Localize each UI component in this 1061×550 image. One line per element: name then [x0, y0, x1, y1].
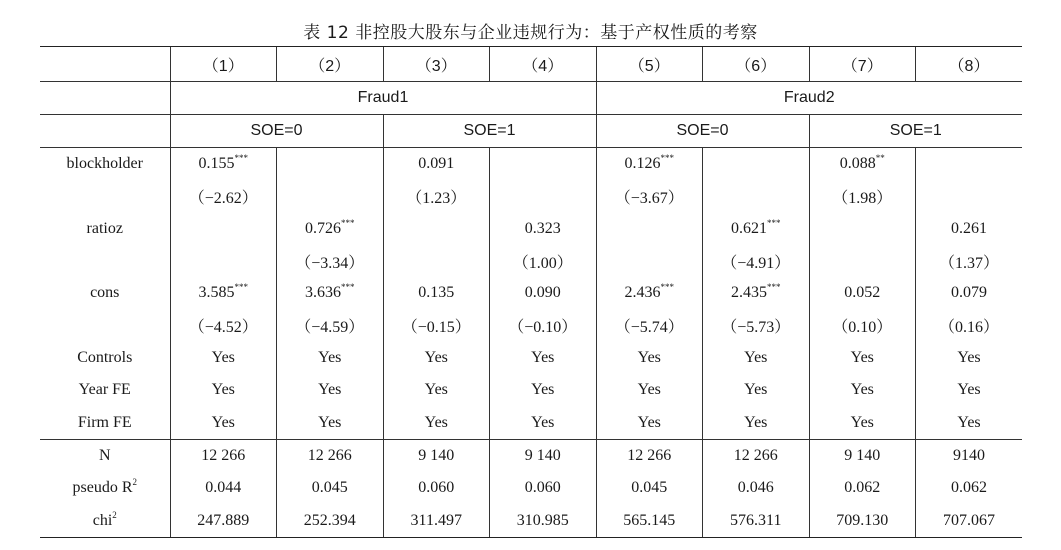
- coef-cell: 3.585***: [170, 277, 277, 309]
- table-row-n: [40, 439, 1022, 472]
- value-cell: Yes: [703, 406, 810, 439]
- tstat-cell: （0.16）: [916, 309, 1023, 341]
- table-row-chi2: [40, 505, 1022, 538]
- column-number: （3）: [383, 47, 490, 82]
- stat-cell: 252.394: [277, 505, 384, 538]
- coef-cell: [170, 213, 277, 245]
- value-cell: Yes: [703, 342, 810, 374]
- column-number: （7）: [809, 47, 916, 82]
- coef-cell: 0.261: [916, 213, 1023, 245]
- stat-cell: 0.044: [170, 472, 277, 505]
- corner-cell: [40, 82, 170, 115]
- corner-cell: [40, 115, 170, 148]
- coef-cell: [703, 148, 810, 181]
- coef-cell: [916, 148, 1023, 181]
- value-cell: Yes: [383, 406, 490, 439]
- tstat-cell: （−3.67）: [596, 180, 703, 212]
- value-cell: Yes: [596, 342, 703, 374]
- row-label: Controls: [77, 348, 133, 366]
- tstat-cell: （−4.59）: [277, 309, 384, 341]
- table-row-cons-t: [40, 309, 1022, 341]
- tstat-cell: （−4.52）: [170, 309, 277, 341]
- tstat-cell: （0.10）: [809, 309, 916, 341]
- coef-cell: 2.435***: [703, 277, 810, 309]
- value-cell: Yes: [277, 374, 384, 406]
- coef-cell: 2.436***: [596, 277, 703, 309]
- coef-cell: [596, 213, 703, 245]
- coef-cell: 0.135: [383, 277, 490, 309]
- stat-cell: 9 140: [809, 439, 916, 472]
- stat-cell: 709.130: [809, 505, 916, 538]
- corner-cell: [40, 47, 170, 82]
- table-caption: 表 12 非控股大股东与企业违规行为：基于产权性质的考察: [303, 23, 758, 43]
- coef-cell: 0.126***: [596, 148, 703, 181]
- table-row-ratioz: [40, 213, 1022, 245]
- column-number-row: [40, 47, 1022, 82]
- column-number: （5）: [596, 47, 703, 82]
- coef-cell: 0.621***: [703, 213, 810, 245]
- tstat-cell: [383, 245, 490, 277]
- stat-cell: 9 140: [383, 439, 490, 472]
- table-row-controls: [40, 342, 1022, 374]
- row-label: pseudo $R^2$: [72, 477, 137, 497]
- value-cell: Yes: [170, 406, 277, 439]
- row-label-empty: [40, 180, 170, 212]
- stat-cell: 311.497: [383, 505, 490, 538]
- row-label-empty: [40, 309, 170, 341]
- stat-cell: 0.062: [916, 472, 1023, 505]
- stat-cell: 12 266: [596, 439, 703, 472]
- column-number: （2）: [277, 47, 384, 82]
- table-row-pseudo-r2: [40, 472, 1022, 505]
- group-header-fraud1: Fraud1: [170, 82, 596, 115]
- value-cell: Yes: [490, 374, 597, 406]
- tstat-cell: （−5.74）: [596, 309, 703, 341]
- table-row-blockholder: [40, 148, 1022, 181]
- row-label: Firm FE: [77, 413, 132, 431]
- value-cell: Yes: [490, 342, 597, 374]
- coef-cell: [809, 213, 916, 245]
- stat-cell: 707.067: [916, 505, 1023, 538]
- value-cell: Yes: [916, 406, 1023, 439]
- table-row-ratioz-t: [40, 245, 1022, 277]
- value-cell: Yes: [916, 342, 1023, 374]
- stat-cell: 0.060: [383, 472, 490, 505]
- table-row-year-fe: [40, 374, 1022, 406]
- value-cell: Yes: [277, 406, 384, 439]
- tstat-cell: [809, 245, 916, 277]
- row-label: N: [40, 439, 170, 472]
- group-header-fraud2: Fraud2: [596, 82, 1022, 115]
- subgroup-row: [40, 115, 1022, 148]
- coef-cell: 0.155***: [170, 148, 277, 181]
- value-cell: Yes: [809, 342, 916, 374]
- stat-cell: 9140: [916, 439, 1023, 472]
- coef-cell: [277, 148, 384, 181]
- tstat-cell: （−0.15）: [383, 309, 490, 341]
- stat-cell: 0.045: [277, 472, 384, 505]
- value-cell: Yes: [170, 342, 277, 374]
- coef-cell: 0.323: [490, 213, 597, 245]
- tstat-cell: [703, 180, 810, 212]
- row-label: ratioz: [86, 219, 123, 237]
- subgroup-header: SOE=0: [170, 115, 383, 148]
- row-label: cons: [90, 284, 120, 302]
- stat-cell: 12 266: [170, 439, 277, 472]
- value-cell: Yes: [383, 374, 490, 406]
- tstat-cell: （−4.91）: [703, 245, 810, 277]
- value-cell: Yes: [809, 406, 916, 439]
- tstat-cell: [916, 180, 1023, 212]
- value-cell: Yes: [703, 374, 810, 406]
- tstat-cell: （1.37）: [916, 245, 1023, 277]
- coef-cell: 0.079: [916, 277, 1023, 309]
- stat-cell: 9 140: [490, 439, 597, 472]
- table-row-firm-fe: [40, 406, 1022, 439]
- coef-cell: 0.052: [809, 277, 916, 309]
- column-number: （4）: [490, 47, 597, 82]
- stat-cell: 247.889: [170, 505, 277, 538]
- stat-cell: 565.145: [596, 505, 703, 538]
- stat-cell: 12 266: [703, 439, 810, 472]
- stat-cell: 0.062: [809, 472, 916, 505]
- tstat-cell: （−0.10）: [490, 309, 597, 341]
- stat-cell: 0.060: [490, 472, 597, 505]
- tstat-cell: （−3.34）: [277, 245, 384, 277]
- value-cell: Yes: [916, 374, 1023, 406]
- coef-cell: [383, 213, 490, 245]
- table-row-cons: [40, 277, 1022, 309]
- row-label: Year FE: [78, 381, 131, 399]
- coef-cell: 3.636***: [277, 277, 384, 309]
- stat-cell: 310.985: [490, 505, 597, 538]
- value-cell: Yes: [277, 342, 384, 374]
- row-label: blockholder: [66, 155, 143, 173]
- column-number: （8）: [916, 47, 1023, 82]
- value-cell: Yes: [809, 374, 916, 406]
- coef-cell: [490, 148, 597, 181]
- stat-cell: 0.045: [596, 472, 703, 505]
- coef-cell: 0.091: [383, 148, 490, 181]
- value-cell: Yes: [596, 406, 703, 439]
- coef-cell: 0.088**: [809, 148, 916, 181]
- value-cell: Yes: [170, 374, 277, 406]
- column-number: （1）: [170, 47, 277, 82]
- row-label-empty: [40, 245, 170, 277]
- column-number: （6）: [703, 47, 810, 82]
- value-cell: Yes: [490, 406, 597, 439]
- table-row-blockholder-t: [40, 180, 1022, 212]
- tstat-cell: （1.00）: [490, 245, 597, 277]
- stat-cell: 12 266: [277, 439, 384, 472]
- subgroup-header: SOE=1: [809, 115, 1022, 148]
- value-cell: Yes: [383, 342, 490, 374]
- coef-cell: 0.726***: [277, 213, 384, 245]
- subgroup-header: SOE=0: [596, 115, 809, 148]
- regression-table: [40, 47, 1022, 538]
- tstat-cell: [596, 245, 703, 277]
- tstat-cell: （1.23）: [383, 180, 490, 212]
- row-label: chi$^2$: [40, 505, 170, 538]
- dependent-variable-row: [40, 82, 1022, 115]
- tstat-cell: （−5.73）: [703, 309, 810, 341]
- subgroup-header: SOE=1: [383, 115, 596, 148]
- stat-cell: 576.311: [703, 505, 810, 538]
- tstat-cell: （1.98）: [809, 180, 916, 212]
- tstat-cell: [170, 245, 277, 277]
- tstat-cell: [490, 180, 597, 212]
- coef-cell: 0.090: [490, 277, 597, 309]
- value-cell: Yes: [596, 374, 703, 406]
- stat-cell: 0.046: [703, 472, 810, 505]
- tstat-cell: （−2.62）: [170, 180, 277, 212]
- tstat-cell: [277, 180, 384, 212]
